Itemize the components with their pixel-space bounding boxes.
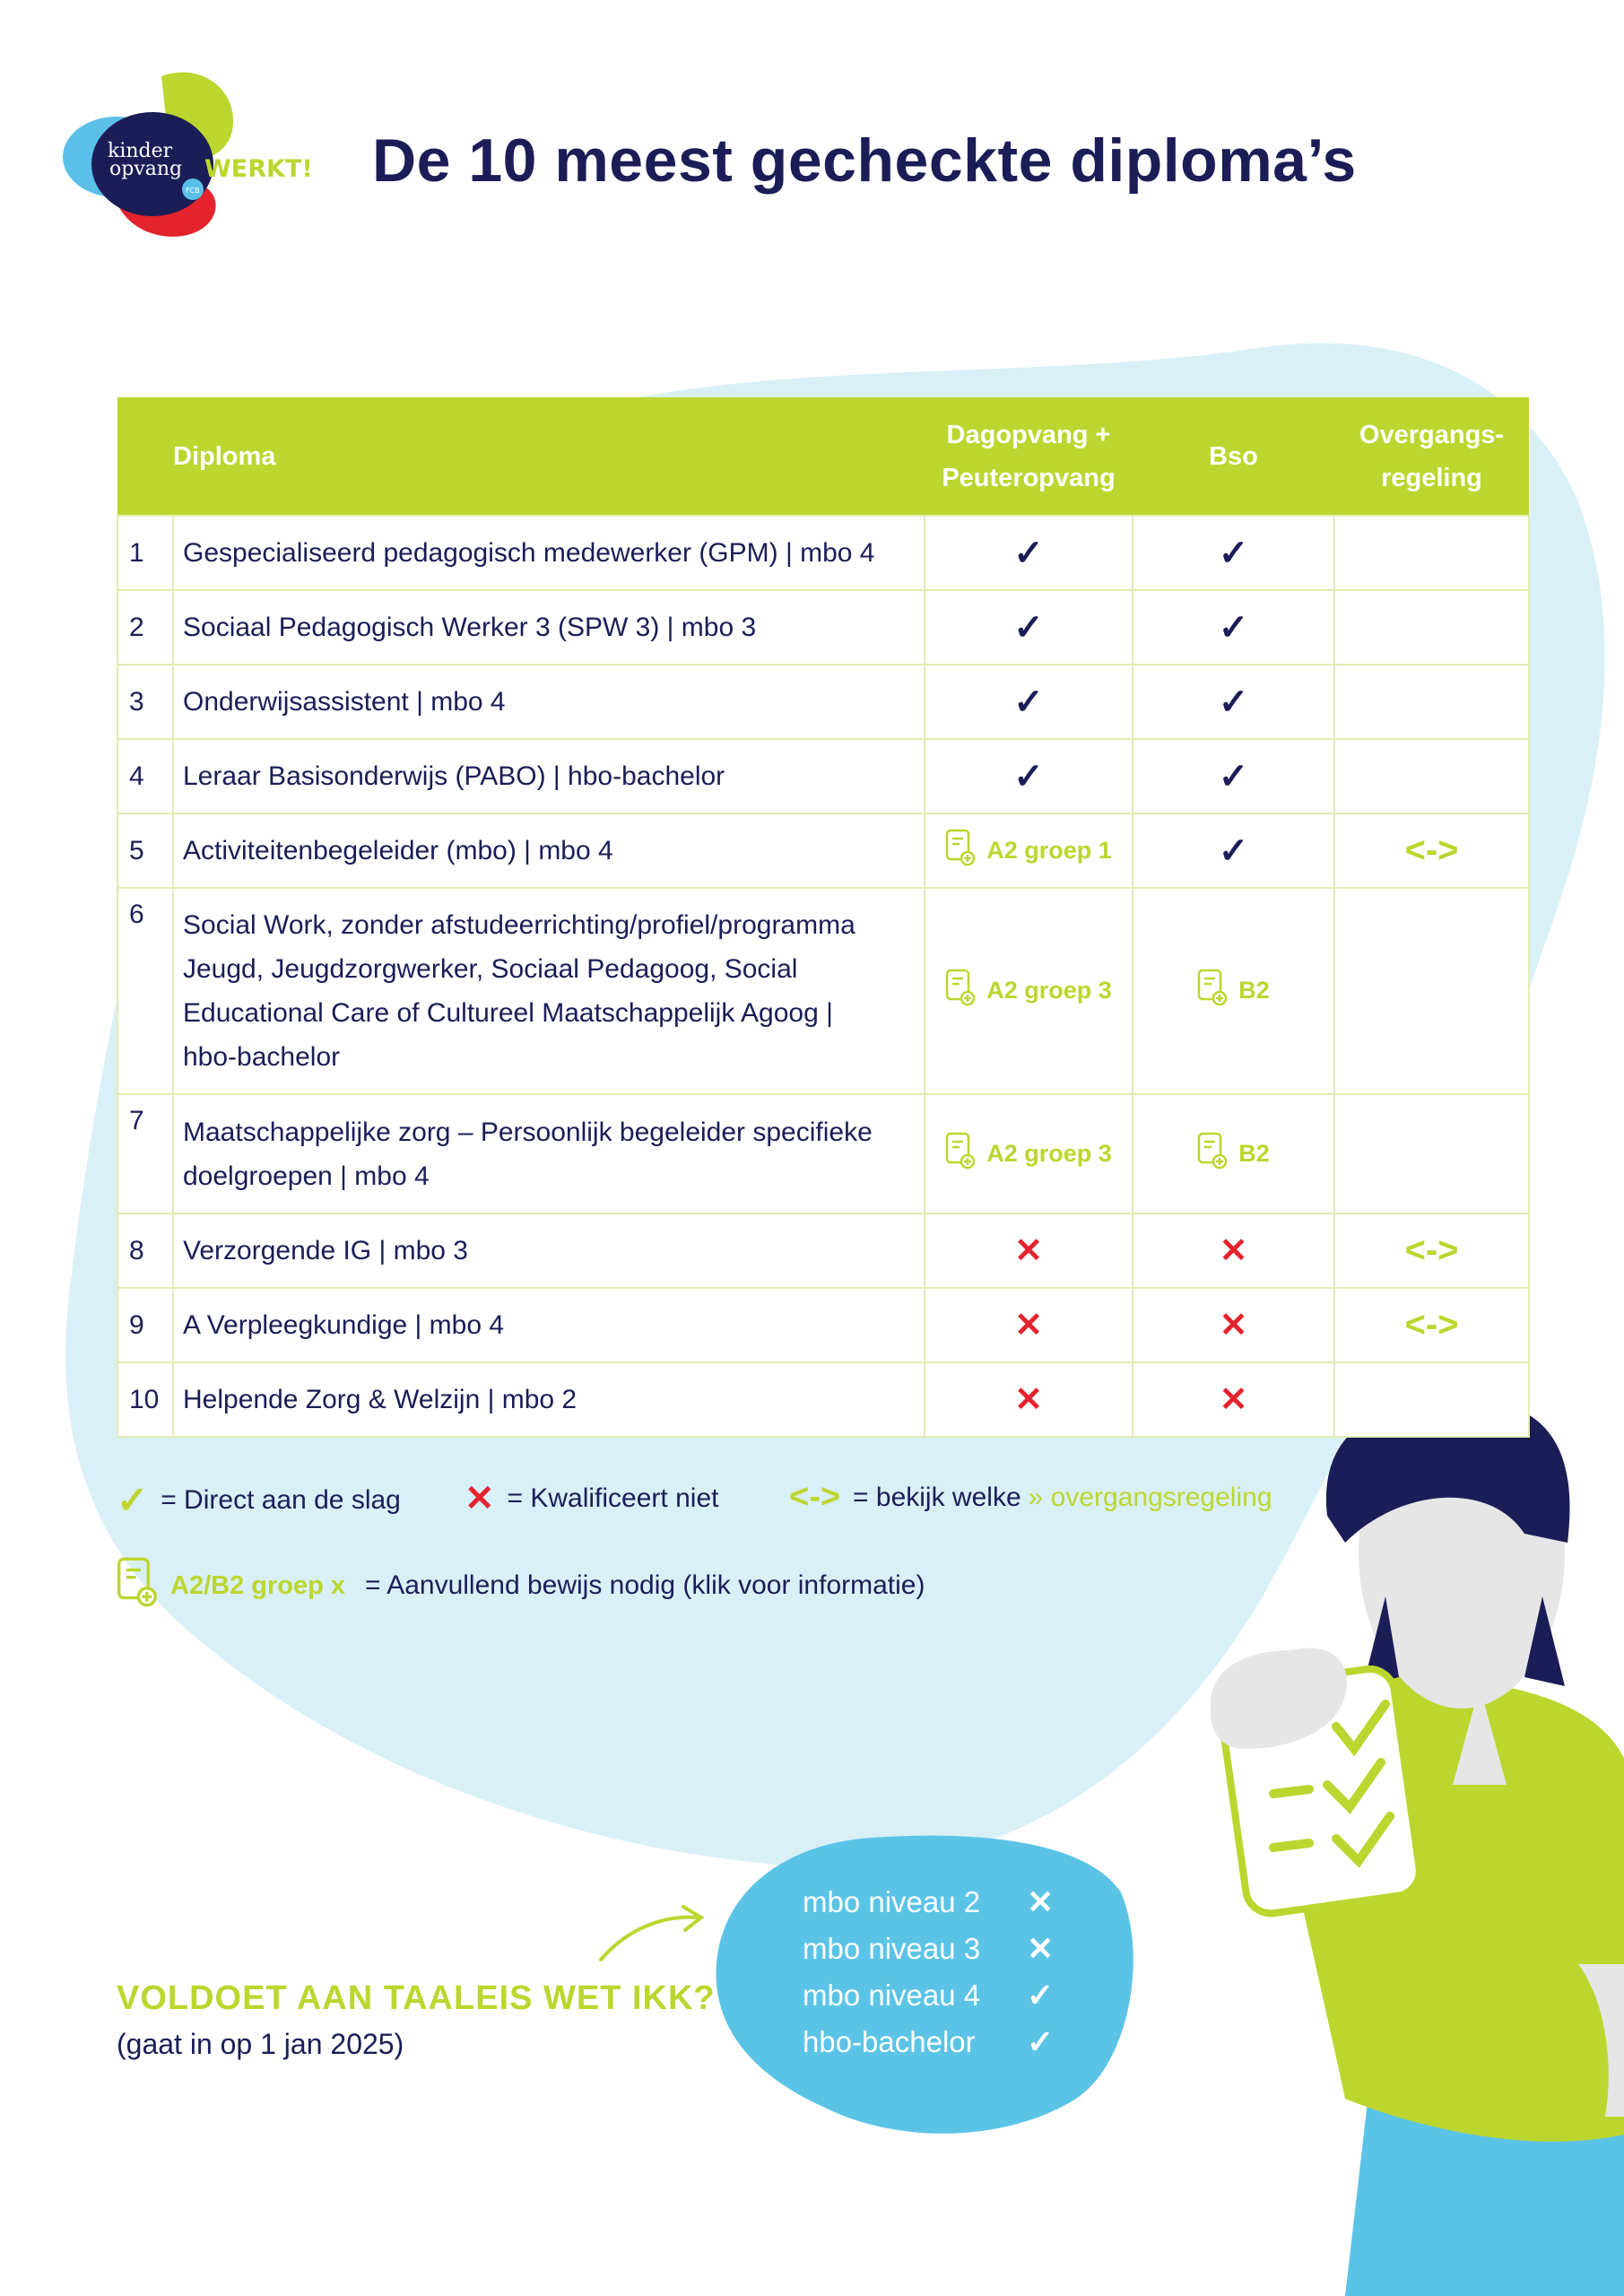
check-icon: ✓ xyxy=(1027,2023,1055,2060)
diploma-name-line: Leraar Basisonderwijs (PABO) | hbo-bachelor xyxy=(183,761,725,791)
document-plus-icon xyxy=(117,1556,158,1615)
legend-check xyxy=(117,1478,401,1522)
extra-proof-required[interactable] xyxy=(945,829,1112,873)
cell-bso xyxy=(1133,813,1334,888)
table-row xyxy=(117,888,1529,1094)
extra-proof-required[interactable] xyxy=(945,969,1112,1013)
cell-bso xyxy=(1133,888,1334,1094)
header-dagopvang xyxy=(925,397,1133,516)
taaleis-item-label: mbo niveau 3 xyxy=(803,1932,981,1965)
cell-over xyxy=(1334,813,1529,888)
taaleis-list xyxy=(803,1879,1054,2066)
document-plus-icon xyxy=(945,1132,976,1176)
taaleis-item xyxy=(803,1926,1054,1972)
check-icon: ✓ xyxy=(1027,1977,1055,2013)
transition-arrow-icon[interactable]: <-> xyxy=(1404,1231,1459,1270)
cell-over xyxy=(1334,739,1529,813)
diploma-name xyxy=(173,1362,925,1437)
cell-dag xyxy=(925,1288,1133,1362)
diploma-name-line: Educational Care of Cultureel Maatschappelijk Agoog | xyxy=(183,998,833,1028)
cell-dag xyxy=(925,739,1133,813)
cell-dag xyxy=(925,590,1133,665)
legend-doc-label: A2/B2 groep x xyxy=(170,1570,345,1600)
table-row xyxy=(117,665,1529,739)
document-plus-icon xyxy=(1197,969,1228,1013)
extra-proof-required[interactable] xyxy=(1197,969,1270,1013)
diploma-name xyxy=(173,739,925,813)
svg-text:kinder: kinder xyxy=(108,140,173,162)
cell-dag xyxy=(925,1094,1133,1213)
check-icon: ✓ xyxy=(1013,607,1044,648)
legend-check-text: = Direct aan de slag xyxy=(161,1484,401,1515)
row-number: 3 xyxy=(117,665,173,739)
diploma-name-line: Maatschappelijke zorg – Persoonlijk begeleider specifieke xyxy=(183,1117,873,1147)
cross-icon: ✕ xyxy=(1027,1883,1055,1920)
cell-bso xyxy=(1133,516,1334,590)
extra-proof-required[interactable] xyxy=(1197,1132,1270,1176)
diploma-name-line: doelgroepen | mbo 4 xyxy=(183,1161,430,1191)
diploma-name xyxy=(173,813,925,888)
diploma-name-line: Gespecialiseerd pedagogisch medewerker (GPM) | mbo 4 xyxy=(183,538,875,568)
legend-doc[interactable] xyxy=(117,1556,925,1615)
cross-icon: ✕ xyxy=(1219,1232,1248,1270)
legend-transition-link[interactable]: » overgangsregeling xyxy=(1028,1482,1272,1512)
requirement-label: A2 groep 3 xyxy=(986,977,1112,1004)
check-icon: ✓ xyxy=(1218,831,1249,871)
diploma-name xyxy=(173,1094,925,1213)
check-icon: ✓ xyxy=(1218,607,1249,648)
cell-over xyxy=(1334,1288,1529,1362)
table-row xyxy=(117,516,1529,590)
table-row xyxy=(117,1094,1529,1213)
header-bso: Bso xyxy=(1133,397,1334,516)
cell-dag xyxy=(925,888,1133,1094)
table-row xyxy=(117,1288,1529,1362)
svg-text:WERKT!: WERKT! xyxy=(204,155,313,183)
requirement-label: B2 xyxy=(1238,1139,1270,1167)
cell-dag xyxy=(925,813,1133,888)
cross-icon: ✕ xyxy=(1219,1307,1248,1344)
requirement-label: A2 groep 3 xyxy=(986,1139,1112,1167)
taaleis-heading: VOLDOET AAN TAALEIS WET IKK? xyxy=(117,1979,716,2017)
taaleis-item xyxy=(803,2019,1054,2066)
header-diploma: Diploma xyxy=(173,397,925,516)
page-title: De 10 meest gecheckte diploma’s xyxy=(372,126,1357,195)
kinderopvang-werkt-logo[interactable] xyxy=(54,67,314,247)
legend-cross xyxy=(465,1478,718,1519)
legend-transition xyxy=(789,1478,1272,1517)
diploma-name-line: Verzorgende IG | mbo 3 xyxy=(183,1236,468,1265)
cell-bso xyxy=(1133,1288,1334,1362)
taaleis-item-label: hbo-bachelor xyxy=(803,2025,976,2058)
requirement-label: A2 groep 1 xyxy=(986,836,1112,864)
row-number: 10 xyxy=(117,1362,173,1437)
diploma-name-line: Social Work, zonder afstudeerrichting/profiel/programma xyxy=(183,910,855,940)
cell-over xyxy=(1334,516,1529,590)
table-header-row xyxy=(117,397,1529,516)
cell-over xyxy=(1334,1362,1529,1437)
diploma-name-line: Jeugd, Jeugdzorgwerker, Sociaal Pedagoog, Social xyxy=(183,954,798,984)
document-plus-icon xyxy=(945,829,976,873)
diploma-name xyxy=(173,1213,925,1288)
legend-cross-icon: ✕ xyxy=(465,1479,495,1518)
transition-arrow-icon[interactable]: <-> xyxy=(1404,1305,1459,1344)
cell-bso xyxy=(1133,739,1334,813)
table-row xyxy=(117,590,1529,665)
cross-icon: ✕ xyxy=(1014,1307,1043,1344)
legend-transition-text: = bekijk welke xyxy=(853,1482,1021,1512)
legend-check-icon: ✓ xyxy=(117,1479,149,1521)
cross-icon: ✕ xyxy=(1014,1381,1043,1419)
diploma-name xyxy=(173,665,925,739)
diploma-table xyxy=(117,397,1530,1438)
header-overgang-line1: Overgangs- xyxy=(1359,420,1505,449)
table-row xyxy=(117,813,1529,888)
cell-bso xyxy=(1133,665,1334,739)
cell-bso xyxy=(1133,1213,1334,1288)
check-icon: ✓ xyxy=(1218,756,1249,796)
diploma-name-line: hbo-bachelor xyxy=(183,1042,341,1072)
taaleis-item xyxy=(803,1879,1054,1926)
cross-icon: ✕ xyxy=(1219,1381,1248,1419)
taaleis-item xyxy=(803,1972,1054,2019)
table-row xyxy=(117,1362,1529,1437)
diploma-name-line: Onderwijsassistent | mbo 4 xyxy=(183,687,506,717)
check-icon: ✓ xyxy=(1218,533,1249,573)
legend-transition-icon: <-> xyxy=(789,1478,841,1516)
diploma-name xyxy=(173,516,925,590)
cell-over xyxy=(1334,665,1529,739)
row-number: 4 xyxy=(117,739,173,813)
cross-icon: ✕ xyxy=(1014,1232,1043,1270)
diploma-name-line: Sociaal Pedagogisch Werker 3 (SPW 3) | mbo 3 xyxy=(183,613,757,642)
cell-over xyxy=(1334,1213,1529,1288)
document-plus-icon xyxy=(945,969,976,1013)
cell-bso xyxy=(1133,1094,1334,1213)
cell-over xyxy=(1334,590,1529,665)
cell-dag xyxy=(925,1213,1133,1288)
document-plus-icon xyxy=(1197,1132,1228,1176)
header-overgang-line2: regeling xyxy=(1381,463,1482,492)
cell-over xyxy=(1334,1094,1529,1213)
legend-cross-text: = Kwalificeert niet xyxy=(507,1483,719,1513)
legend-doc-text: = Aanvullend bewijs nodig (klik voor informatie) xyxy=(365,1570,925,1600)
row-number: 1 xyxy=(117,516,173,590)
cell-bso xyxy=(1133,1362,1334,1437)
row-number: 2 xyxy=(117,590,173,665)
taaleis-item-label: mbo niveau 4 xyxy=(803,1979,981,2012)
header-spacer xyxy=(117,397,173,516)
table-row xyxy=(117,1213,1529,1288)
header-dagopvang-line1: Dagopvang + xyxy=(946,420,1111,449)
taaleis-item-label: mbo niveau 2 xyxy=(803,1885,981,1918)
cell-over xyxy=(1334,888,1529,1094)
diploma-name xyxy=(173,590,925,665)
row-number: 5 xyxy=(117,813,173,888)
check-icon: ✓ xyxy=(1218,682,1249,722)
check-icon: ✓ xyxy=(1013,533,1044,573)
check-icon: ✓ xyxy=(1013,756,1044,796)
row-number: 6 xyxy=(117,888,173,1094)
check-icon: ✓ xyxy=(1013,682,1044,722)
transition-arrow-icon[interactable]: <-> xyxy=(1404,831,1459,870)
header-overgang xyxy=(1334,397,1529,516)
cell-dag xyxy=(925,1362,1133,1437)
row-number: 8 xyxy=(117,1213,173,1288)
diploma-name-line: A Verpleegkundige | mbo 4 xyxy=(183,1310,505,1340)
row-number: 9 xyxy=(117,1288,173,1362)
svg-text:opvang: opvang xyxy=(109,158,183,180)
diploma-name-line: Helpende Zorg & Welzijn | mbo 2 xyxy=(183,1385,578,1414)
table-row xyxy=(117,739,1529,813)
taaleis-subtitle: (gaat in op 1 jan 2025) xyxy=(117,2028,404,2060)
diploma-name xyxy=(173,888,925,1094)
header-dagopvang-line2: Peuteropvang xyxy=(942,463,1116,492)
svg-text:FCB: FCB xyxy=(186,187,200,195)
requirement-label: B2 xyxy=(1238,977,1270,1004)
diploma-name xyxy=(173,1288,925,1362)
cross-icon: ✕ xyxy=(1027,1930,1055,1967)
cell-bso xyxy=(1133,590,1334,665)
row-number: 7 xyxy=(117,1094,173,1213)
arrow-icon xyxy=(601,1918,699,1960)
diploma-name-line: Activiteitenbegeleider (mbo) | mbo 4 xyxy=(183,836,613,865)
cell-dag xyxy=(925,516,1133,590)
cell-dag xyxy=(925,665,1133,739)
extra-proof-required[interactable] xyxy=(945,1132,1112,1176)
